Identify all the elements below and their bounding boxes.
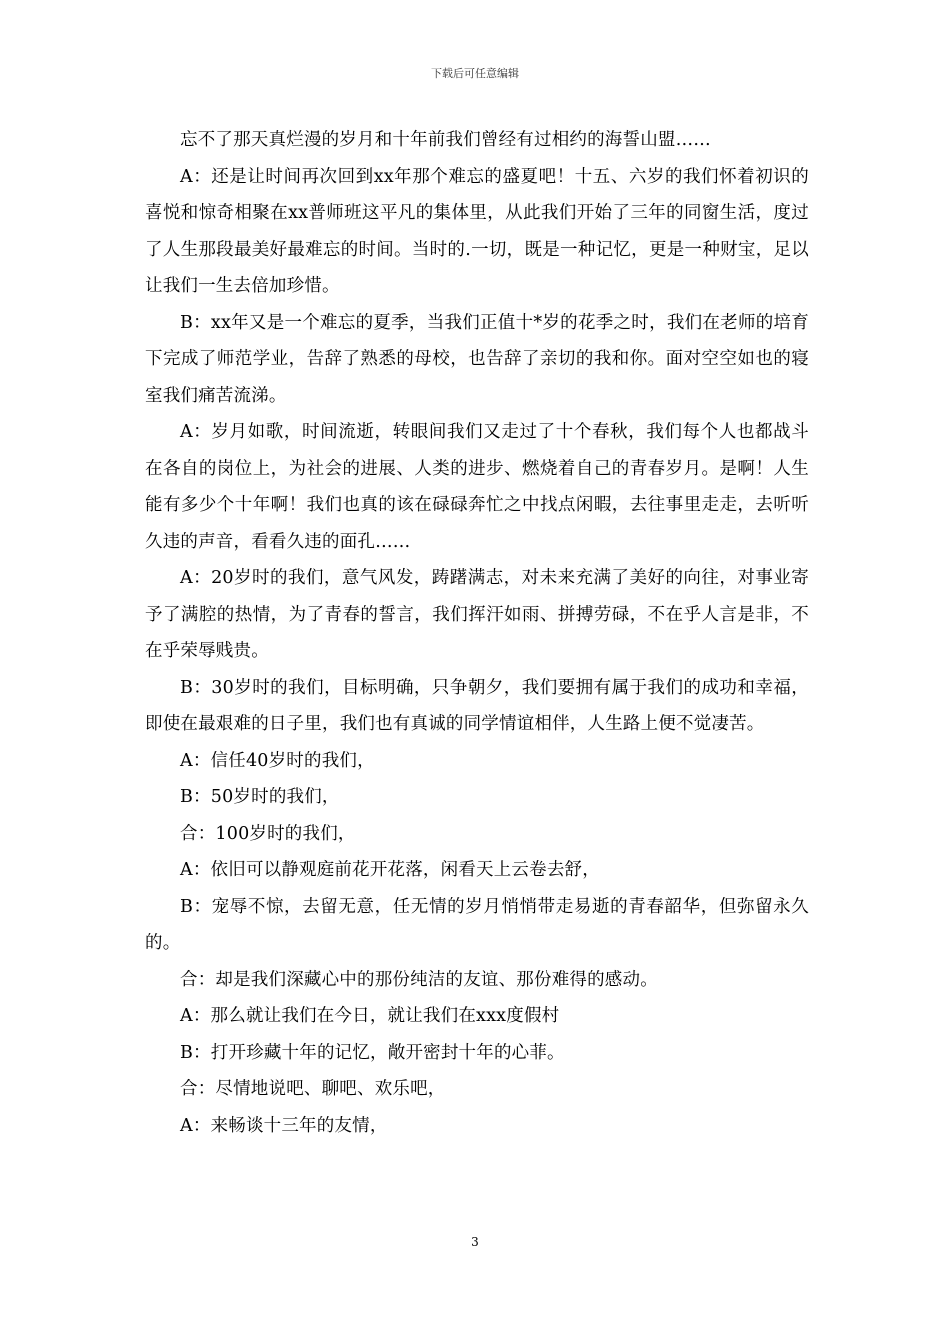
paragraph: B：宠辱不惊，去留无意，任无情的岁月悄悄带走易逝的青春韶华，但弥留永久的。 bbox=[145, 896, 809, 953]
paragraph: B：50岁时的我们， bbox=[180, 787, 340, 807]
paragraph: A：那么就让我们在今日，就让我们在xxx度假村 bbox=[180, 1006, 560, 1026]
paragraph: 合：却是我们深藏心中的那份纯洁的友谊、那份难得的感动。 bbox=[180, 969, 658, 990]
paragraph: A：还是让时间再次回到xx年那个难忘的盛夏吧！十五、六岁的我们怀着初识的喜悦和惊奇相聚在xx普师班这平凡的集体里，从此我们开始了三年的同窗生活，度过了人生那段最美好最难忘的时间。当时的.一切，既是一种记忆，更是一种财宝，足以让我们一生去倍加珍惜。 bbox=[145, 166, 809, 296]
page-number: 3 bbox=[471, 1235, 479, 1249]
paragraph: 合：尽情地说吧、聊吧、欢乐吧， bbox=[180, 1079, 446, 1099]
paragraph: B：30岁时的我们，目标明确，只争朝夕，我们要拥有属于我们的成功和幸福，即使在最艰难的日子里，我们也有真诚的同学情谊相伴，人生路上便不觉凄苦。 bbox=[145, 677, 809, 734]
paragraph: B：打开珍藏十年的记忆，敞开密封十年的心菲。 bbox=[180, 1042, 565, 1063]
paragraph: 忘不了那天真烂漫的岁月和十年前我们曾经有过相约的海誓山盟…… bbox=[180, 130, 711, 150]
paragraph: A：信任40岁时的我们， bbox=[180, 750, 375, 771]
paragraph: A：岁月如歌，时间流逝，转眼间我们又走过了十个春秋，我们每个人也都战斗在各自的岗位上，为社会的进展、人类的进步、燃烧着自己的青春岁月。是啊！人生能有多少个十年啊！我们也真的该在碌碌奔忙之中找点闲暇，去往事里走走，去听听久违的声音，看看久违的面孔…… bbox=[145, 422, 809, 552]
paragraph: 合：100岁时的我们， bbox=[180, 823, 356, 844]
paragraph: A：20岁时的我们，意气风发，踌躇满志，对未来充满了美好的向往，对事业寄予了满腔的热情，为了青春的誓言，我们挥汗如雨、拼搏劳碌，不在乎人言是非，不在乎荣辱贱贵。 bbox=[145, 568, 809, 661]
paragraph: A：依旧可以静观庭前花开花落，闲看天上云卷去舒， bbox=[180, 860, 600, 880]
document-body bbox=[145, 122, 809, 1144]
paragraph: A：来畅谈十三年的友情， bbox=[180, 1115, 388, 1136]
paragraph: B：xx年又是一个难忘的夏季，当我们正值十*岁的花季之时，我们在老师的培育下完成了师范学业，告辞了熟悉的母校，也告辞了亲切的我和你。面对空空如也的寝室我们痛苦流涕。 bbox=[145, 312, 809, 406]
page-header: 下载后可任意编辑 bbox=[431, 67, 519, 80]
